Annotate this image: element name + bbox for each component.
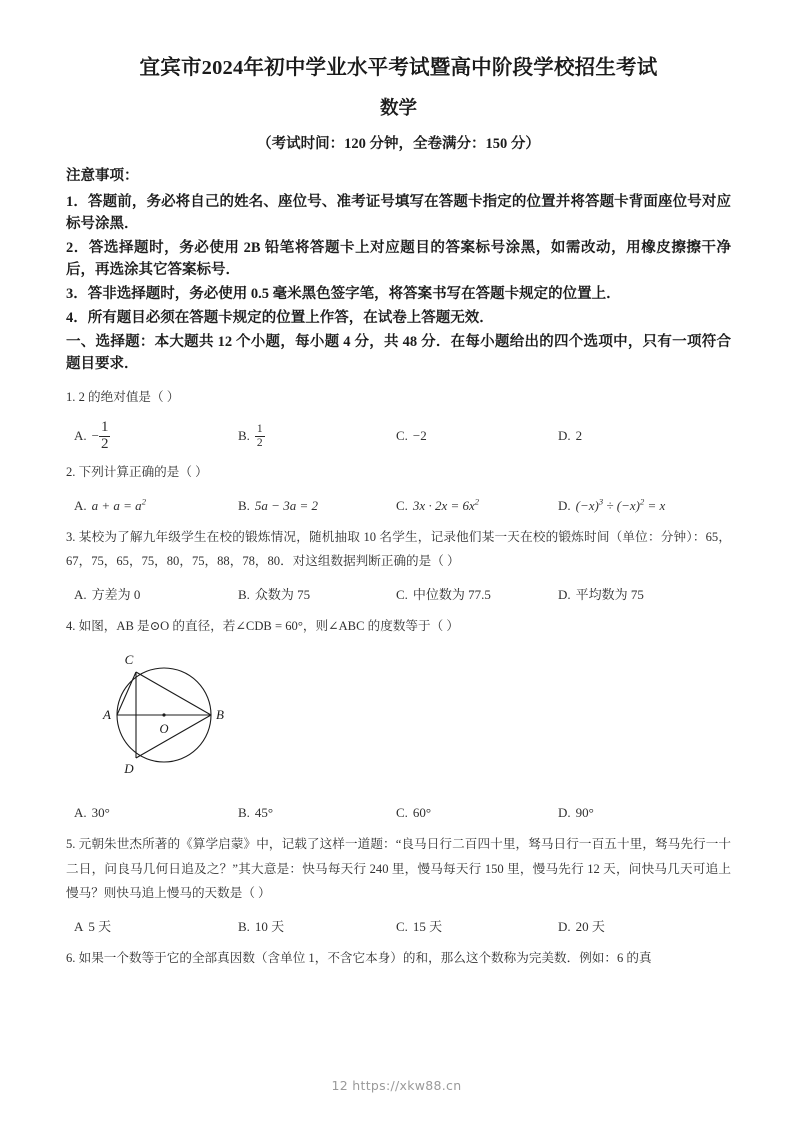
question-1-option-c[interactable]: [396, 416, 427, 456]
question-5-option-a-text: 5 天: [88, 918, 112, 934]
question-5-option-a-label: A: [74, 918, 84, 934]
question-2-stem: 2. 下列计算正确的是（ ）: [66, 464, 208, 479]
question-2-option-a-expression: $a + a = a^2$: [91, 496, 146, 513]
question-2-option-d[interactable]: [558, 491, 665, 521]
question-6: [66, 946, 731, 971]
question-1-option-b[interactable]: [238, 416, 265, 456]
question-2-option-d-label: D.: [558, 497, 571, 513]
question-3-option-a-label: A.: [74, 586, 87, 602]
note-item-2: 2．答选择题时，务必使用 2B 铅笔将答题卡上对应题目的答案标号涂黑，如需改动，用橡皮擦擦干净后，再选涂其它答案标号．: [66, 240, 731, 279]
vertex-label-c: C: [124, 652, 134, 668]
question-2: [66, 460, 731, 521]
section-heading: 一、选择题：本大题共 12 个小题，每小题 4 分，共 48 分．在每小题给出的四个选项中，只有一项符合题目要求．: [66, 334, 731, 373]
question-5-option-b[interactable]: [238, 912, 284, 942]
question-2-option-b-label: B.: [238, 497, 250, 513]
question-4-option-c[interactable]: [396, 798, 431, 828]
question-4-option-a[interactable]: [74, 798, 110, 828]
page-content: [66, 56, 731, 974]
notes-heading: 注意事项：: [66, 168, 139, 185]
question-2-option-c-label: C.: [396, 497, 408, 513]
question-5-options: [66, 912, 731, 942]
question-4-figure: [66, 640, 731, 792]
question-4-option-d[interactable]: [558, 798, 594, 828]
question-3-option-c[interactable]: [396, 580, 491, 610]
question-3-stem: 3. 某校为了解九年级学生在校的锻炼情况，随机抽取 10 名学生，记录他们某一天在校的锻炼时间（单位：分钟）：65，67，75，65，75，80，75，88，78，80．对这组数据判断正确的是（ ）: [66, 529, 731, 569]
question-5-option-d-text: 20 天: [575, 918, 605, 934]
question-2-option-d-expression: $(-x)^3 \div (-x)^2 = x$: [575, 496, 666, 513]
question-3-options: [66, 580, 731, 610]
question-4-option-d-label: D.: [558, 805, 571, 821]
question-3-option-d-text: 平均数为 75: [575, 586, 644, 602]
question-3-option-c-text: 中位数为 77.5: [412, 586, 491, 602]
segment-db: [136, 715, 211, 758]
question-4-option-b-text: 45°: [254, 805, 274, 821]
question-1-option-c-text: −2: [412, 427, 427, 443]
question-3-option-b-label: B.: [238, 586, 250, 602]
question-4-stem: 4. 如图，AB 是⊙O 的直径，若∠CDB = 60°，则∠ABC 的度数等于（ ）: [66, 618, 459, 633]
segment-ca: [117, 672, 136, 715]
question-1-option-d-label: D.: [558, 427, 571, 443]
question-5-option-c-label: C.: [396, 918, 408, 934]
question-5-option-a[interactable]: [74, 912, 111, 942]
question-4-option-d-text: 90°: [575, 805, 594, 821]
exam-info: （考试时间：120 分钟，全卷满分：150 分）: [257, 135, 540, 152]
footer-watermark: 12 https://xkw88.cn: [331, 1078, 462, 1093]
question-4-option-a-label: A.: [74, 805, 87, 821]
fraction-denominator: 2: [256, 436, 263, 449]
question-5-option-b-label: B.: [238, 918, 250, 934]
vertex-label-a: A: [103, 707, 111, 723]
question-2-option-c[interactable]: [396, 491, 479, 521]
question-1-options: [66, 416, 731, 456]
minus-sign: −: [91, 427, 99, 443]
question-4-option-b[interactable]: [238, 798, 273, 828]
center-label-o: O: [159, 722, 169, 737]
question-3-option-a-text: 方差为 0: [91, 586, 141, 602]
subject-title: 数学: [379, 98, 417, 119]
question-1-option-b-label: B.: [238, 427, 250, 443]
question-1: [66, 385, 731, 456]
segment-cb: [136, 672, 211, 715]
fraction-one-half: [99, 420, 111, 453]
question-3: [66, 525, 731, 610]
question-5-option-d-label: D.: [558, 918, 571, 934]
circle-geometry-diagram: [82, 640, 282, 790]
question-5-option-d[interactable]: [558, 912, 605, 942]
question-2-option-a[interactable]: [74, 491, 146, 521]
question-4-options: [66, 798, 731, 828]
question-4: [66, 614, 731, 829]
vertex-label-b: B: [216, 707, 224, 723]
question-2-option-a-label: A.: [74, 497, 87, 513]
question-2-option-b-expression: 5a − 3a = 2: [254, 497, 318, 513]
question-2-option-b[interactable]: [238, 491, 318, 521]
question-5: [66, 832, 731, 942]
question-1-option-c-label: C.: [396, 427, 408, 443]
question-4-option-b-label: B.: [238, 805, 250, 821]
note-item-1: 1．答题前，务必将自己的姓名、座位号、准考证号填写在答题卡指定的位置并将答题卡背面座位号对应标号涂黑．: [66, 194, 731, 233]
question-4-option-c-label: C.: [396, 805, 408, 821]
question-3-option-d[interactable]: [558, 580, 644, 610]
question-1-stem: 1. 2 的绝对值是（ ）: [66, 390, 180, 405]
question-6-stem: 6. 如果一个数等于它的全部真因数（含单位 1，不含它本身）的和，那么这个数称为完美数．例如：6 的真: [66, 950, 652, 965]
question-5-option-c[interactable]: [396, 912, 442, 942]
question-2-options: [66, 491, 731, 521]
note-item-3: 3．答非选择题时，务必使用 0.5 毫米黑色签字笔，将答案书写在答题卡规定的位置上．: [66, 286, 621, 303]
question-3-option-b-text: 众数为 75: [254, 586, 311, 602]
question-1-option-d-text: 2: [575, 427, 583, 443]
question-3-option-a[interactable]: [74, 580, 140, 610]
question-3-option-d-label: D.: [558, 586, 571, 602]
question-2-option-c-expression: $3x \cdot 2x = 6x^2$: [412, 496, 480, 513]
question-4-option-a-text: 30°: [91, 805, 110, 821]
fraction-numerator: 1: [256, 423, 263, 436]
question-1-option-a[interactable]: [74, 416, 110, 456]
question-1-option-a-label: A.: [74, 427, 87, 443]
question-5-option-b-text: 10 天: [254, 918, 285, 934]
fraction-denominator: 2: [100, 435, 109, 452]
question-4-option-c-text: 60°: [412, 805, 432, 821]
fraction-one-half-small: [255, 423, 265, 448]
question-3-option-c-label: C.: [396, 586, 408, 602]
question-3-option-b[interactable]: [238, 580, 310, 610]
vertex-label-d: D: [124, 761, 134, 777]
note-item-4: 4．所有题目必须在答题卡规定的位置上作答，在试卷上答题无效．: [66, 310, 494, 327]
fraction-numerator: 1: [100, 418, 109, 435]
question-5-option-c-text: 15 天: [412, 918, 443, 934]
question-5-stem: 5. 元朝朱世杰所著的《算学启蒙》中，记载了这样一道题：“良马日行二百四十里，驽马日行一百五十里，驽马先行一十二日，问良马几何日追及之？”其大意是：快马每天行 240 里，慢马每天行 150 里，慢马先行 12 天，问快马几天可追上慢马？则快马追上慢马的天数是（ ）: [66, 837, 731, 901]
question-1-option-d[interactable]: [558, 416, 582, 456]
page-title: 宜宾市2024年初中学业水平考试暨高中阶段学校招生考试: [139, 57, 658, 79]
